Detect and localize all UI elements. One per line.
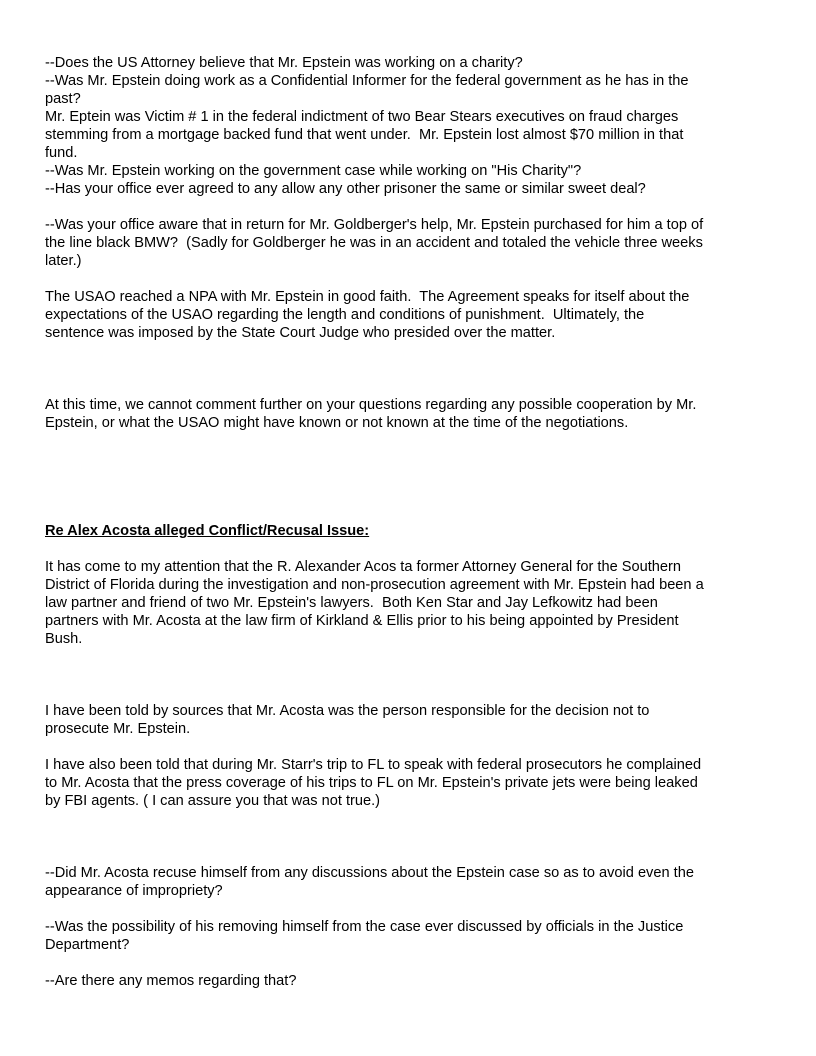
text-line: sentence was imposed by the State Court Judge who presided over the matter. [45, 325, 556, 341]
text-line: by FBI agents. ( I can assure you that was not true.) [45, 793, 381, 809]
text-line: --Was the possibility of his removing himself from the case ever discussed by officials in the Justice [45, 919, 684, 935]
text-line: law partner and friend of two Mr. Epstein's lawyers. Both Ken Star and Jay Lefkowitz had been [45, 595, 658, 611]
blank-line [45, 468, 775, 486]
blank-line [45, 648, 775, 666]
text-line: --Has your office ever agreed to any allow any other prisoner the same or similar sweet deal? [45, 181, 646, 197]
blank-line [45, 504, 775, 522]
text-line: --Was Mr. Epstein doing work as a Confidential Informer for the federal government as he has in the [45, 73, 689, 89]
blank-line [45, 666, 775, 684]
text-line: Department? [45, 937, 130, 953]
text-line: I have also been told that during Mr. Starr's trip to FL to speak with federal prosecutors he complained [45, 757, 702, 773]
blank-line [45, 198, 775, 216]
text-line: past? [45, 91, 81, 107]
text-line: Epstein, or what the USAO might have known or not known at the time of the negotiations. [45, 415, 629, 431]
text-line: The USAO reached a NPA with Mr. Epstein in good faith. The Agreement speaks for itself about the [45, 289, 690, 305]
text-line: --Did Mr. Acosta recuse himself from any discussions about the Epstein case so as to avoid even the [45, 865, 694, 881]
text-line: It has come to my attention that the R. Alexander Acos ta former Attorney General for the Southern [45, 559, 681, 575]
blank-line [45, 684, 775, 702]
text-line: fund. [45, 145, 78, 161]
text-line: to Mr. Acosta that the press coverage of his trips to FL on Mr. Epstein's private jets were being leaked [45, 775, 698, 791]
text-line: --Was Mr. Epstein working on the government case while working on "His Charity"? [45, 163, 582, 179]
blank-line [45, 432, 775, 450]
blank-line [45, 810, 775, 828]
text-line: the line black BMW? (Sadly for Goldberger he was in an accident and totaled the vehicle three weeks [45, 235, 703, 251]
blank-line [45, 738, 775, 756]
blank-line [45, 342, 775, 360]
text-line: partners with Mr. Acosta at the law firm of Kirkland & Ellis prior to his being appointed by President [45, 613, 679, 629]
text-line: appearance of impropriety? [45, 883, 223, 899]
text-line: --Was your office aware that in return for Mr. Goldberger's help, Mr. Epstein purchased for him a top of [45, 217, 704, 233]
blank-line [45, 450, 775, 468]
text-line: expectations of the USAO regarding the length and conditions of punishment. Ultimately, the [45, 307, 645, 323]
blank-line [45, 846, 775, 864]
text-line: --Does the US Attorney believe that Mr. Epstein was working on a charity? [45, 55, 523, 71]
text-line: I have been told by sources that Mr. Acosta was the person responsible for the decision not to [45, 703, 650, 719]
blank-line [45, 540, 775, 558]
text-line: Bush. [45, 631, 83, 647]
text-line: District of Florida during the investigation and non-prosecution agreement with Mr. Epstein had been a [45, 577, 704, 593]
blank-line [45, 486, 775, 504]
blank-line [45, 900, 775, 918]
text-line: At this time, we cannot comment further on your questions regarding any possible cooperation by Mr. [45, 397, 697, 413]
text-line: --Are there any memos regarding that? [45, 973, 297, 989]
text-line: later.) [45, 253, 82, 269]
section-heading: Re Alex Acosta alleged Conflict/Recusal Issue: [45, 523, 370, 539]
blank-line [45, 828, 775, 846]
text-line: prosecute Mr. Epstein. [45, 721, 191, 737]
text-line: Mr. Eptein was Victim # 1 in the federal indictment of two Bear Stears executives on fraud charges [45, 109, 679, 125]
document-body [45, 54, 775, 990]
blank-line [45, 378, 775, 396]
blank-line [45, 954, 775, 972]
blank-line [45, 270, 775, 288]
blank-line [45, 360, 775, 378]
text-line: stemming from a mortgage backed fund that went under. Mr. Epstein lost almost $70 million in that [45, 127, 684, 143]
